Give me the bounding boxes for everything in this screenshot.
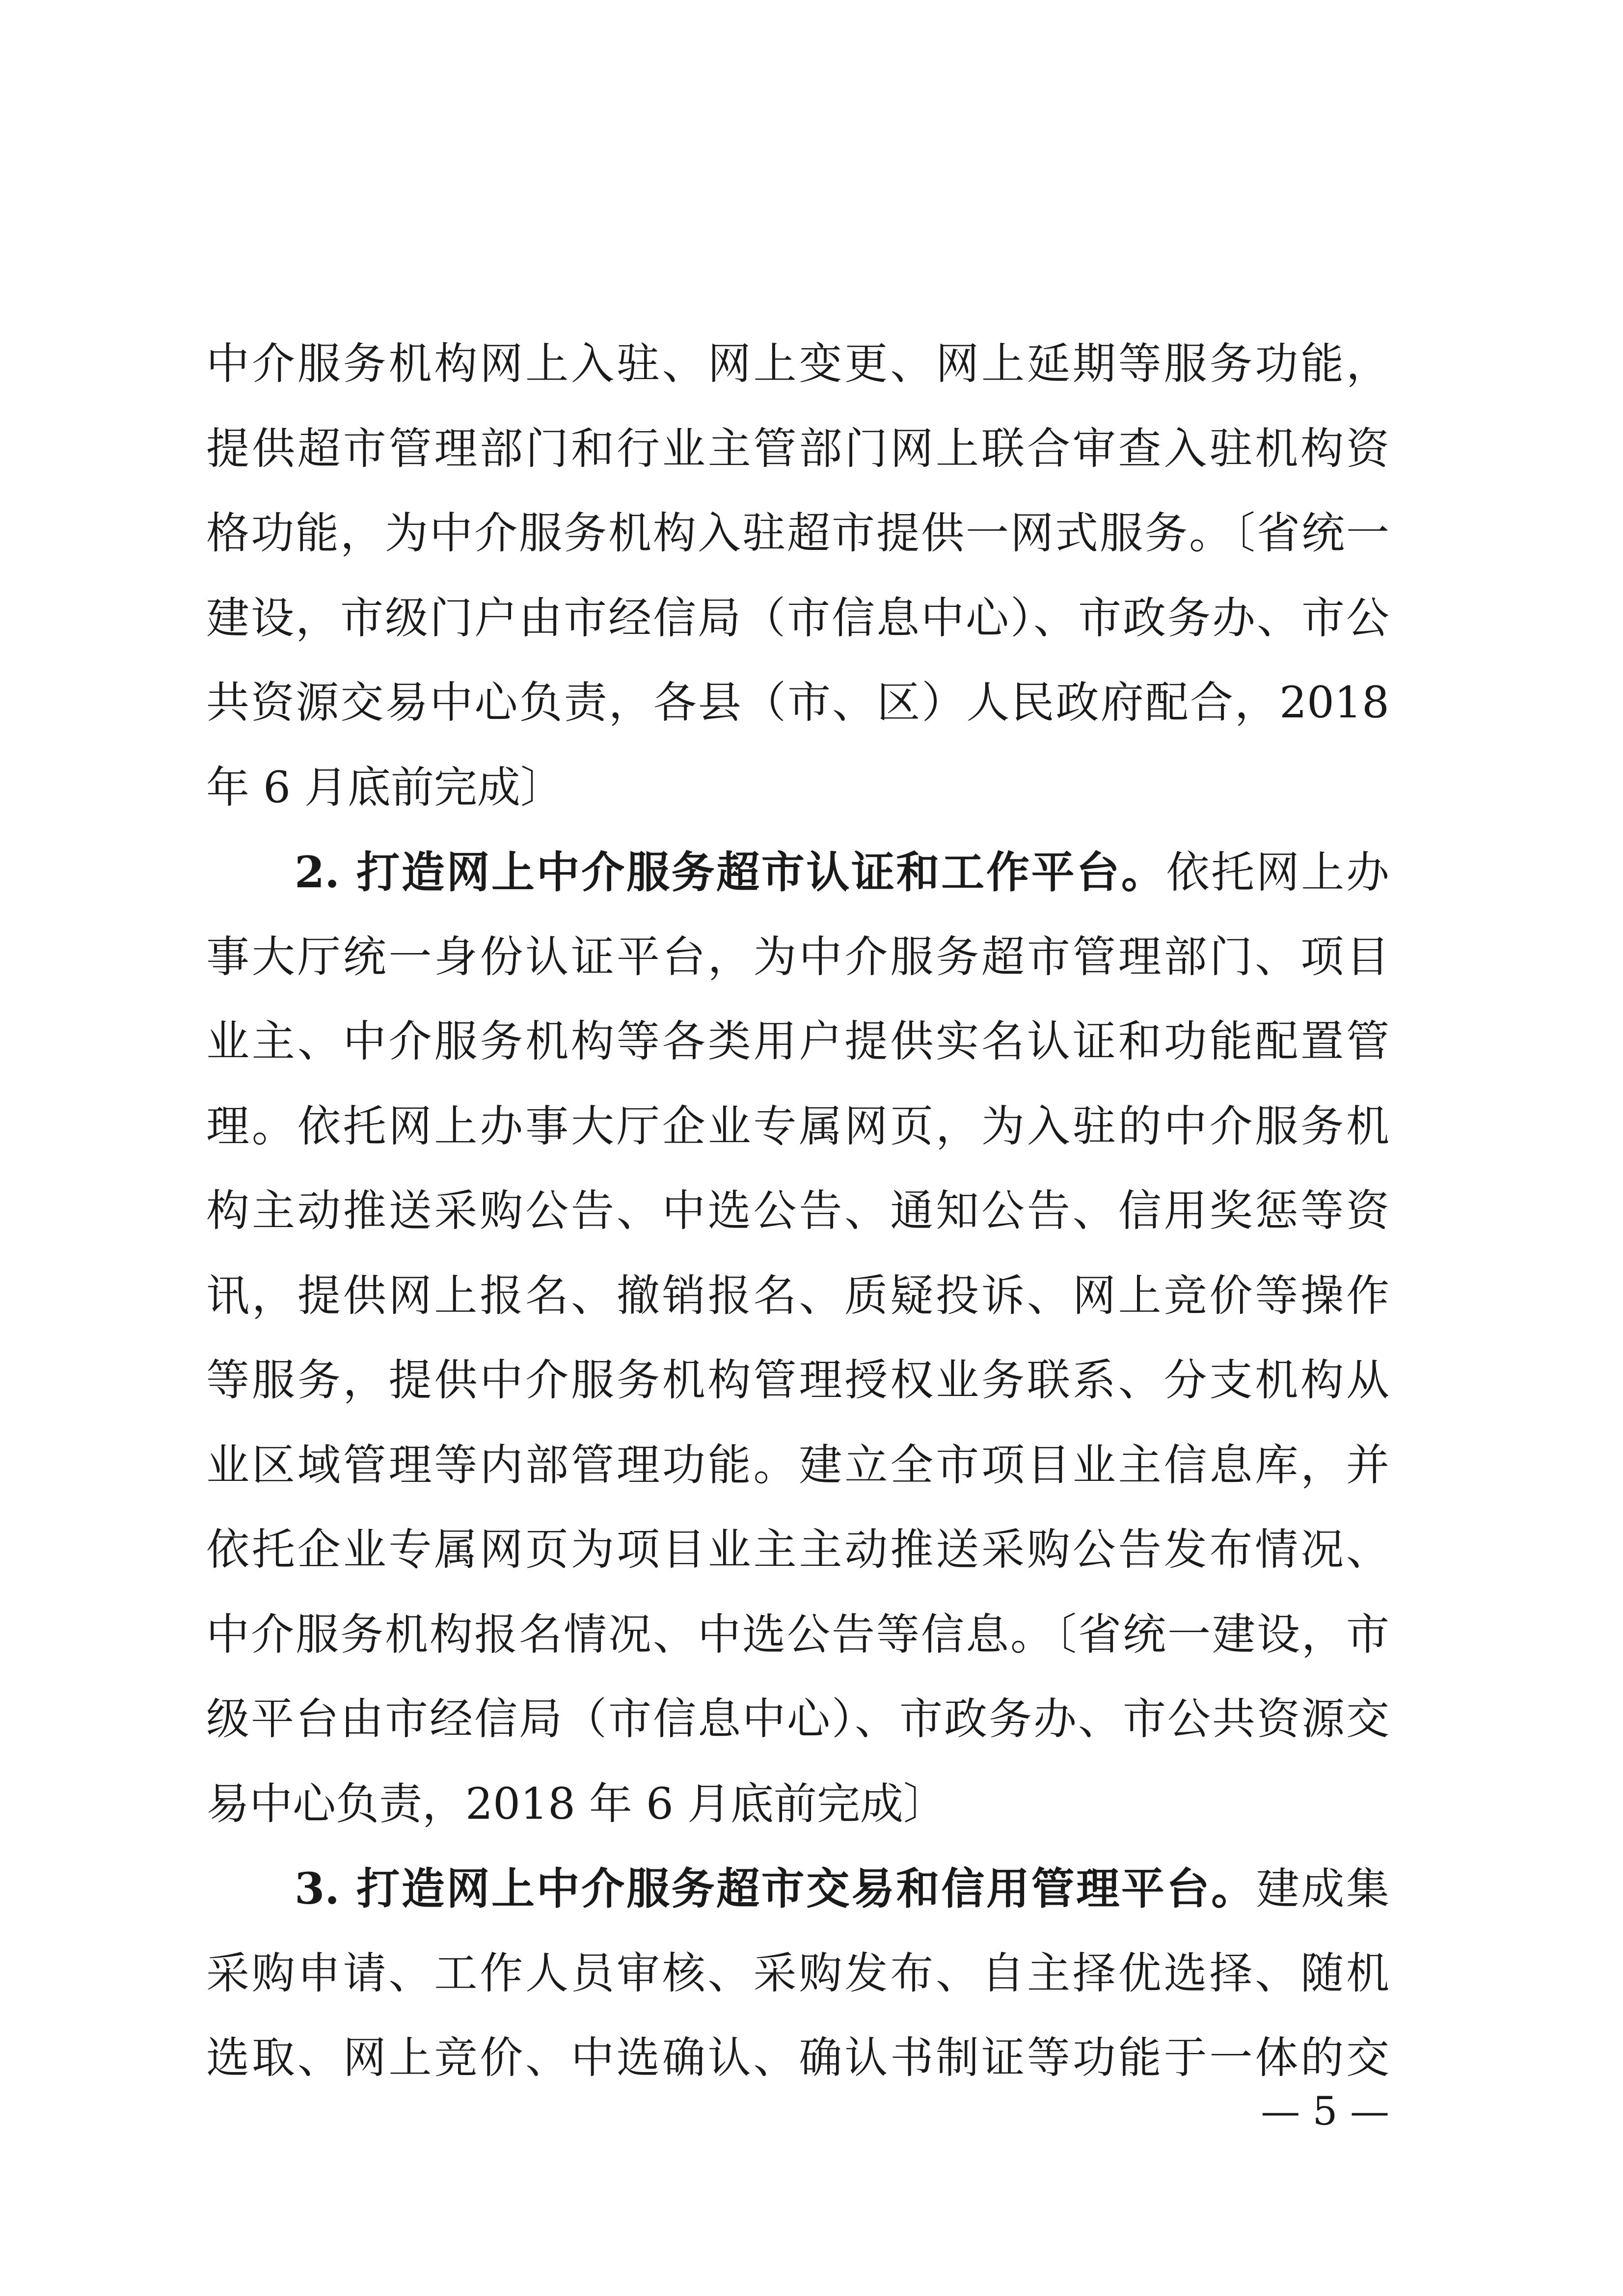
body-line-2: 提供超市管理部门和行业主管部门网上联合审查入驻机构资 — [206, 423, 1389, 474]
body-line-4: 建设，市级门户由市经信局（市信息中心）、市政务办、市公 — [206, 593, 1389, 643]
body-line-21: 选取、网上竞价、中选确认、确认书制证等功能于一体的交 — [206, 2032, 1389, 2083]
body-line-17: 级平台由市经信局（市信息中心）、市政务办、市公共资源交 — [206, 1694, 1389, 1744]
body-line-6: 年 6 月底前完成〕 — [206, 762, 564, 813]
section-2-heading: 2. 打造网上中介服务超市认证和工作平台。 — [295, 847, 1166, 898]
section-3-heading-line: 3. 打造网上中介服务超市交易和信用管理平台。建成集 — [295, 1863, 1389, 1914]
body-line-3: 格功能，为中介服务机构入驻超市提供一网式服务。〔省统一 — [206, 508, 1389, 558]
body-line-12: 讯，提供网上报名、撤销报名、质疑投诉、网上竞价等操作 — [206, 1270, 1389, 1321]
body-line-9: 业主、中介服务机构等各类用户提供实名认证和功能配置管 — [206, 1016, 1389, 1066]
body-line-8: 事大厅统一身份认证平台，为中介服务超市管理部门、项目 — [206, 931, 1389, 982]
page-number: — 5 — — [1261, 2088, 1389, 2134]
body-line-20: 采购申请、工作人员审核、采购发布、自主择优选择、随机 — [206, 1948, 1389, 1998]
body-line-15: 依托企业专属网页为项目业主主动推送采购公告发布情况、 — [206, 1524, 1389, 1575]
body-line-10: 理。依托网上办事大厅企业专属网页，为入驻的中介服务机 — [206, 1101, 1389, 1151]
section-3-heading: 3. 打造网上中介服务超市交易和信用管理平台。 — [295, 1863, 1256, 1914]
body-line-13: 等服务，提供中介服务机构管理授权业务联系、分支机构从 — [206, 1355, 1389, 1405]
body-line-11: 构主动推送采购公告、中选公告、通知公告、信用奖惩等资 — [206, 1185, 1389, 1236]
section-2-heading-line: 2. 打造网上中介服务超市认证和工作平台。依托网上办 — [295, 847, 1389, 898]
body-line-16: 中介服务机构报名情况、中选公告等信息。〔省统一建设，市 — [206, 1609, 1389, 1660]
body-line-5: 共资源交易中心负责，各县（市、区）人民政府配合，2018 — [206, 677, 1389, 728]
body-line-14: 业区域管理等内部管理功能。建立全市项目业主信息库，并 — [206, 1440, 1389, 1490]
body-line-1: 中介服务机构网上入驻、网上变更、网上延期等服务功能， — [206, 338, 1389, 389]
body-line-18: 易中心负责，2018 年 6 月底前完成〕 — [206, 1778, 947, 1829]
